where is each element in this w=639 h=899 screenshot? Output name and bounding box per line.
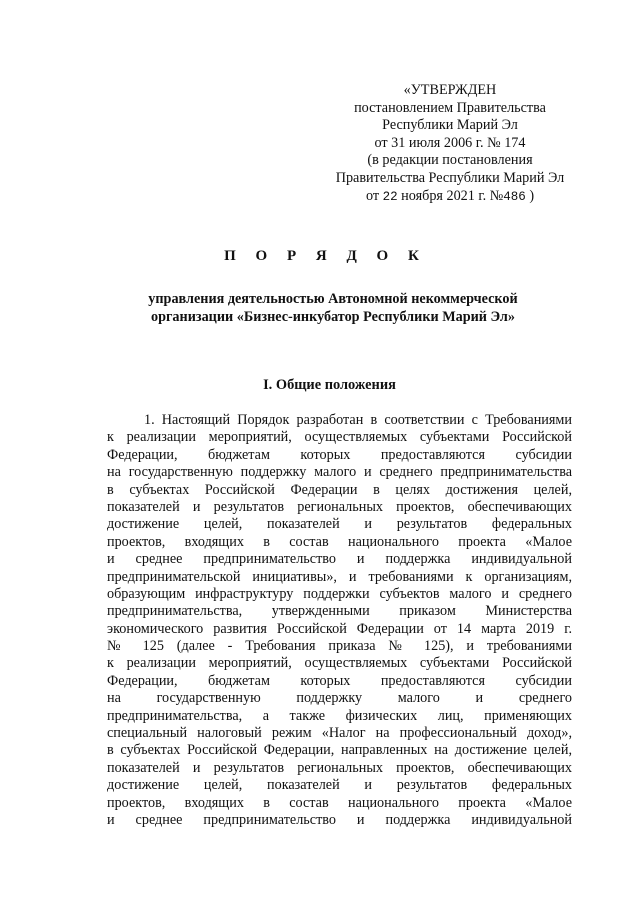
approval-line-3: Республики Марий Эл <box>382 117 518 134</box>
body-line: экономического развития Российской Федерации от 14 марта 2019 г. <box>107 620 572 637</box>
approval-line-4: от 31 июля 2006 г. № 174 <box>374 134 526 151</box>
approval-date-suffix: ) <box>529 187 535 204</box>
approval-decree-number: 486 <box>503 189 526 204</box>
body-line: в субъектах Российской Федерации в целях достижения целей, <box>107 481 572 498</box>
body-line: предпринимательства, а также физических лиц, применяющих <box>107 707 572 724</box>
body-line: достижение целей, показателей и результатов федеральных <box>107 516 572 533</box>
approval-date-prefix: от <box>365 187 380 204</box>
body-line: специальный налоговый режим «Налог на профессиональный доход», <box>107 725 572 742</box>
body-line: № 125 (далее - Требования приказа № 125), и требованиями <box>107 638 572 655</box>
approval-line-7 <box>300 188 600 207</box>
subtitle-line-2: организации «Бизнес-инкубатор Республики Марий Эл» <box>151 309 515 325</box>
approval-line-2: постановлением Правительства <box>354 99 546 116</box>
section-heading: I. Общие положения <box>263 377 396 393</box>
approval-line-6: Правительства Республики Марий Эл <box>335 169 565 186</box>
body-line: и среднее предпринимательство и поддержка индивидуальной <box>107 811 572 828</box>
body-line: на государственную поддержку малого и среднего предпринимательства <box>107 464 572 481</box>
body-line: 1. Настоящий Порядок разработан в соответствии с Требованиями <box>144 412 572 428</box>
document-title: П О Р Я Д О К <box>224 248 427 264</box>
subtitle-line-1: управления деятельностью Автономной некоммерческой <box>148 291 518 307</box>
body-line: показателей и результатов региональных проектов, обеспечивающих <box>107 759 572 776</box>
body-line: к реализации мероприятий, осуществляемых субъектами Российской <box>107 429 572 446</box>
body-line: Федерации, бюджетам которых предоставляются субсидии <box>107 672 572 689</box>
body-line: образующим инфраструктуру поддержки субъектов малого и среднего <box>107 585 572 602</box>
document-subtitle <box>120 290 546 326</box>
body-line: проектов, входящих в состав национального проекта «Малое <box>107 794 572 811</box>
approval-line-5: (в редакции постановления <box>367 152 533 169</box>
body-line: Федерации, бюджетам которых предоставляются субсидии <box>107 446 572 463</box>
body-paragraph <box>107 412 572 829</box>
body-line: проектов, входящих в состав национального проекта «Малое <box>107 533 572 550</box>
approval-block <box>300 82 600 206</box>
approval-date-month-year: ноября 2021 г. № <box>401 187 504 204</box>
body-line: предпринимательства, утвержденными приказом Министерства <box>107 603 572 620</box>
body-line: и среднее предпринимательство и поддержка индивидуальной <box>107 551 572 568</box>
approval-date-day: 22 <box>382 189 398 204</box>
body-line: в субъектах Российской Федерации, направленных на достижение целей, <box>107 742 572 759</box>
body-line: к реализации мероприятий, осуществляемых субъектами Российской <box>107 655 572 672</box>
approval-line-1: «УТВЕРЖДЕН <box>403 82 497 98</box>
body-line: предпринимательской инициативы», и требованиями к организациям, <box>107 568 572 585</box>
body-line: достижение целей, показателей и результатов федеральных <box>107 777 572 794</box>
body-line: показателей и результатов региональных проектов, обеспечивающих <box>107 498 572 515</box>
body-line: на государственную поддержку малого и среднего <box>107 690 572 707</box>
